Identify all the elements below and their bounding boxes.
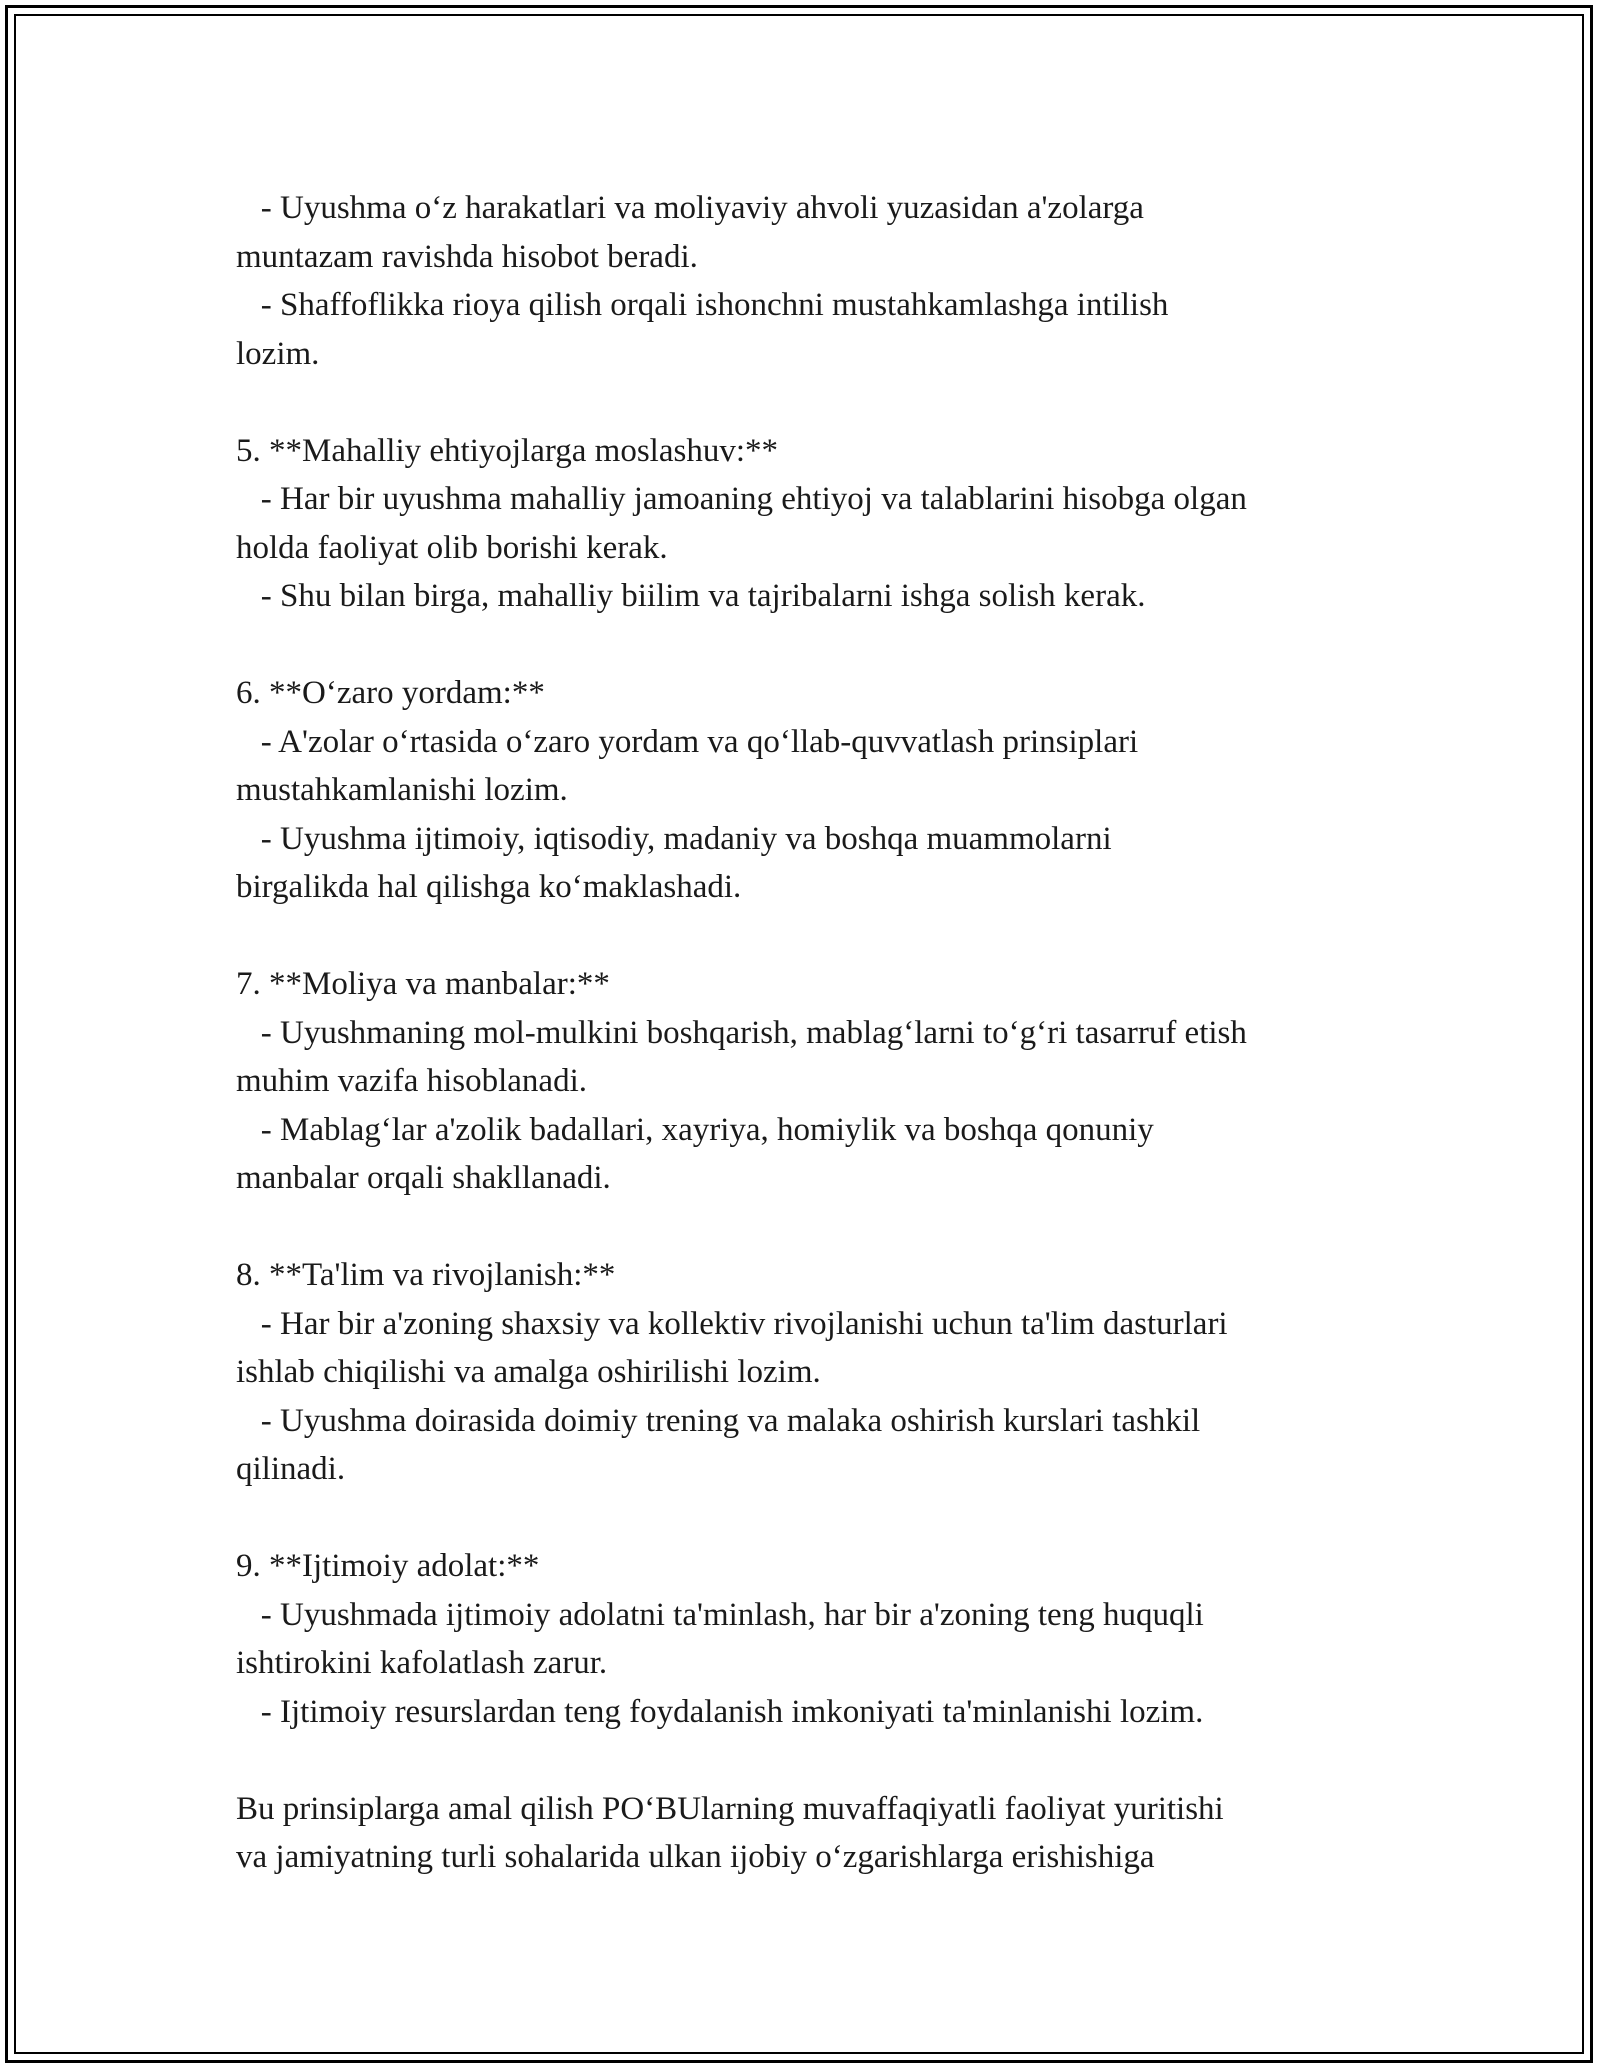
closing-paragraph-line: va jamiyatning turli sohalarida ulkan ijobiy o‘zgarishlarga erishishiga <box>236 1839 1155 1875</box>
document-body <box>236 184 1416 1882</box>
text-line: - Uyushma doirasida doimiy trening va malaka oshirish kurslari tashkil <box>236 1402 1201 1439</box>
text-line: mustahkamlanishi lozim. <box>236 772 568 808</box>
text-line: ishlab chiqilishi va amalga oshirilishi lozim. <box>236 1354 821 1390</box>
text-line: ishtirokini kafolatlash zarur. <box>236 1645 608 1681</box>
section-heading: 9. **Ijtimoiy adolat:** <box>236 1548 540 1584</box>
text-line: - Shu bilan birga, mahalliy biilim va tajribalarni ishga solish kerak. <box>236 578 1146 614</box>
blank-line <box>236 1494 1416 1543</box>
text-line: - Ijtimoiy resurslardan teng foydalanish imkoniyati ta'minlanishi lozim. <box>236 1693 1204 1730</box>
section-heading: 6. **O‘zaro yordam:** <box>236 675 545 711</box>
text-line: muntazam ravishda hisobot beradi. <box>236 238 698 275</box>
text-line: - Uyushmaning mol-mulkini boshqarish, mablag‘larni to‘g‘ri tasarruf etish <box>236 1014 1247 1051</box>
section-heading: 5. **Mahalliy ehtiyojlarga moslashuv:** <box>236 432 778 469</box>
text-line: lozim. <box>236 335 320 372</box>
text-line: - Mablag‘lar a'zolik badallari, xayriya, homiylik va boshqa qonuniy <box>236 1111 1154 1148</box>
blank-line <box>236 378 1416 427</box>
text-line: manbalar orqali shakllanadi. <box>236 1160 611 1196</box>
closing-paragraph-line: Bu prinsiplarga amal qilish PO‘BUlarning muvaffaqiyatli faoliyat yuritishi <box>236 1790 1224 1827</box>
blank-line <box>236 621 1416 670</box>
text-line: qilinadi. <box>236 1451 346 1487</box>
section-heading: 7. **Moliya va manbalar:** <box>236 966 610 1002</box>
text-line: - Uyushma o‘z harakatlari va moliyaviy ahvoli yuzasidan a'zolarga <box>236 190 1144 226</box>
text-line: - Har bir uyushma mahalliy jamoaning ehtiyoj va talablarini hisobga olgan <box>236 481 1247 517</box>
blank-line <box>236 1736 1416 1785</box>
text-line: birgalikda hal qilishga ko‘maklashadi. <box>236 869 742 905</box>
text-line: - Har bir a'zoning shaxsiy va kollektiv rivojlanishi uchun ta'lim dasturlari <box>236 1305 1228 1342</box>
blank-line <box>236 912 1416 961</box>
text-line: - A'zolar o‘rtasida o‘zaro yordam va qo‘llab-quvvatlash prinsiplari <box>236 723 1139 760</box>
blank-line <box>236 1203 1416 1252</box>
text-line: - Uyushma ijtimoiy, iqtisodiy, madaniy va boshqa muammolarni <box>236 820 1112 857</box>
text-line: holda faoliyat olib borishi kerak. <box>236 529 668 566</box>
text-line: - Uyushmada ijtimoiy adolatni ta'minlash, har bir a'zoning teng huquqli <box>236 1596 1204 1633</box>
text-line: - Shaffoflikka rioya qilish orqali ishonchni mustahkamlashga intilish <box>236 287 1169 323</box>
text-line: muhim vazifa hisoblanadi. <box>236 1063 587 1099</box>
section-heading: 8. **Ta'lim va rivojlanish:** <box>236 1257 616 1293</box>
